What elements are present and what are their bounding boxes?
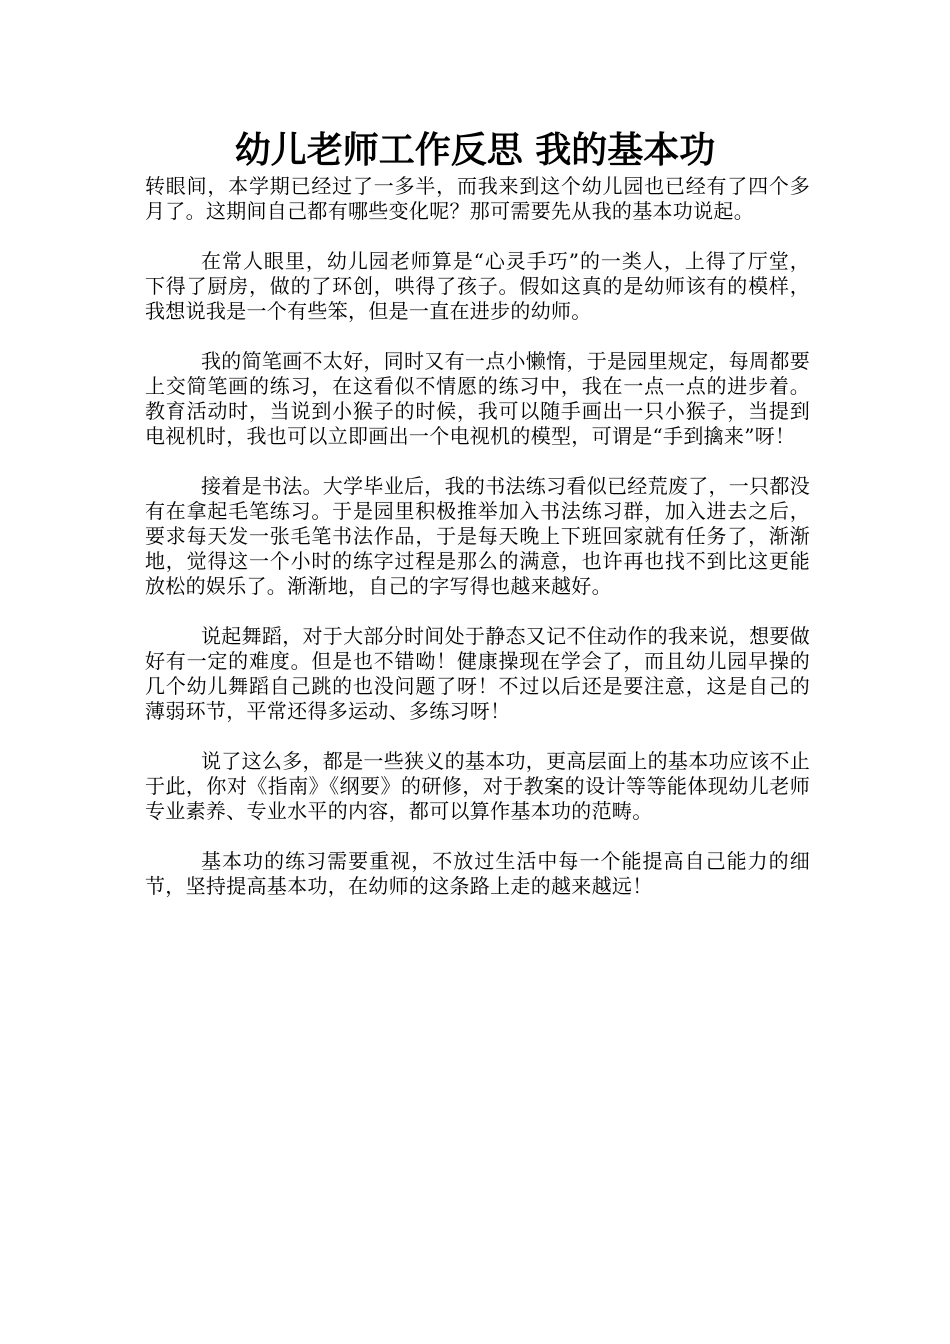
paragraph-drawing: 我的简笔画不太好，同时又有一点小懒惰，于是园里规定，每周都要上交简笔画的练习，在这看似不情愿的练习中，我在一点一点的进步着。教育活动时，当说到小猴子的时候，我可以随手画出一只小猴子，当提到电视机时，我也可以立即画出一个电视机的模型，可谓是“手到擒来”呀！ bbox=[145, 349, 810, 448]
document-body bbox=[145, 174, 810, 924]
paragraph-broader-skills: 说了这么多，都是一些狭义的基本功，更高层面上的基本功应该不止于此，你对《指南》《纲要》的研修，对于教案的设计等等能体现幼儿老师专业素养、专业水平的内容，都可以算作基本功的范畴。 bbox=[145, 749, 810, 823]
paragraph-conclusion: 基本功的练习需要重视，不放过生活中每一个能提高自己能力的细节，坚持提高基本功，在幼师的这条路上走的越来越远！ bbox=[145, 849, 810, 898]
paragraph-teacher-image: 在常人眼里，幼儿园老师算是“心灵手巧”的一类人，上得了厅堂，下得了厨房，做的了环创，哄得了孩子。假如这真的是幼师该有的模样，我想说我是一个有些笨，但是一直在进步的幼师。 bbox=[145, 249, 810, 323]
paragraph-intro: 转眼间，本学期已经过了一多半，而我来到这个幼儿园也已经有了四个多月了。这期间自己都有哪些变化呢？那可需要先从我的基本功说起。 bbox=[145, 174, 810, 223]
paragraph-dance: 说起舞蹈，对于大部分时间处于静态又记不住动作的我来说，想要做好有一定的难度。但是也不错呦！健康操现在学会了，而且幼儿园早操的几个幼儿舞蹈自己跳的也没问题了呀！不过以后还是要注意，这是自己的薄弱环节，平常还得多运动、多练习呀！ bbox=[145, 624, 810, 723]
document-title: 幼儿老师工作反思 我的基本功 bbox=[234, 129, 716, 171]
paragraph-calligraphy: 接着是书法。大学毕业后，我的书法练习看似已经荒废了，一只都没有在拿起毛笔练习。于是园里积极推举加入书法练习群，加入进去之后，要求每天发一张毛笔书法作品，于是每天晚上下班回家就有任务了，渐渐地，觉得这一个小时的练字过程是那么的满意，也许再也找不到比这更能放松的娱乐了。渐渐地，自己的字写得也越来越好。 bbox=[145, 474, 810, 598]
